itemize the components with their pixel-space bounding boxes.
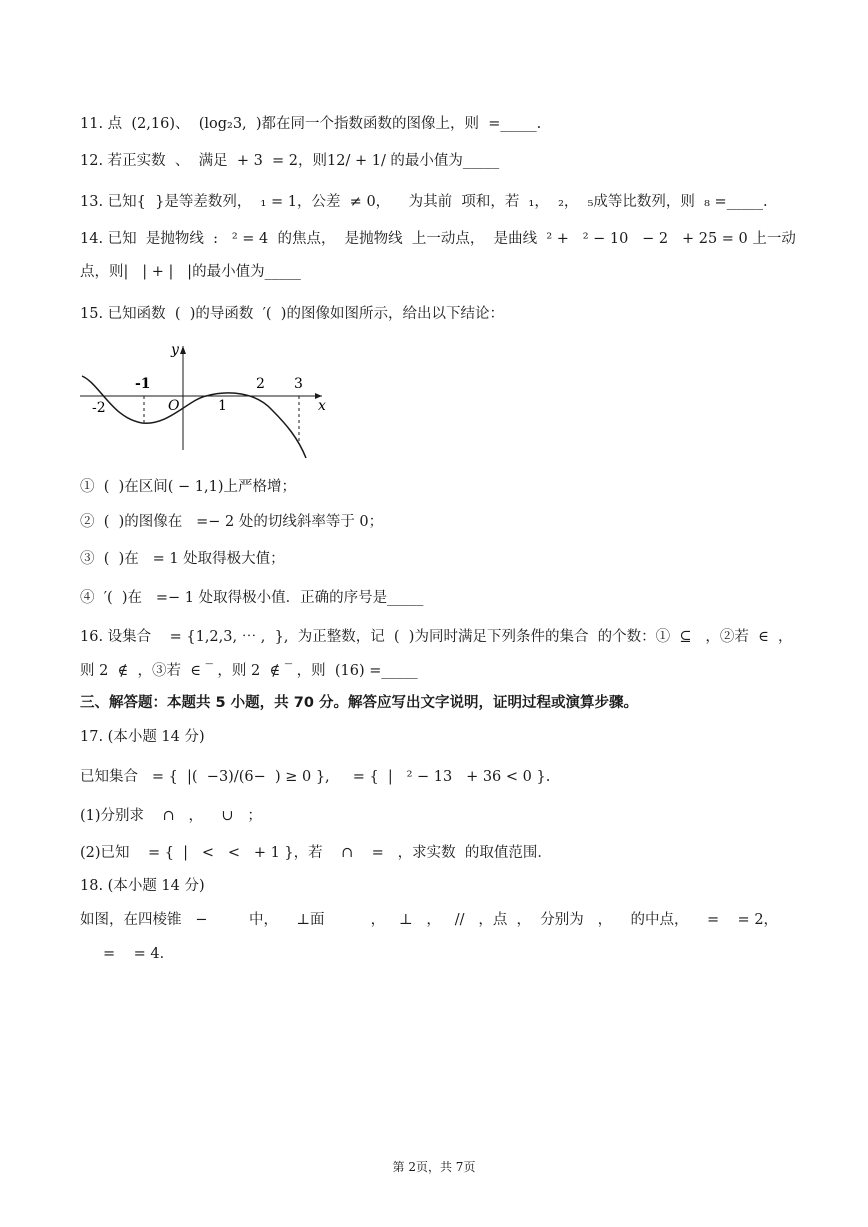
problem-11: 11. 点 (2,16)、 (log₂3, )都在同一个指数函数的图像上，则 =_____. [80,116,542,132]
tick-label-minus-2: -2 [92,400,106,416]
problem-16-cont: 则 2 ∉ ，③若 ∈ ‾ ，则 2 ∉ ‾ ，则 (16) =_____ [80,663,418,679]
problem-14: 14. 已知 是抛物线 : ² = 4 的焦点， 是抛物线 上一动点， 是曲线 ² + ² − 10 − 2 + 25 = 0 上一动 [80,231,796,247]
derivative-curve [82,376,306,458]
problem-17-header: 17. (本小题 14 分) [80,729,205,745]
problem-13: 13. 已知{ }是等差数列， ₁ = 1，公差 ≠ 0， 为其前 项和，若 ₁， ₂， ₅成等比数列，则 ₈ =_____. [80,194,768,210]
problem-12: 12. 若正实数 、 满足 + 3 = 2，则12/ + 1/ 的最小值为_____ [80,153,500,169]
conclusion-3: ③ ( )在 = 1 处取得极大值； [80,551,285,567]
y-axis-arrow [180,346,186,354]
problem-17-part-2: (2)已知 = { | < < + 1 }，若 ∩ = ，求实数 的取值范围． [80,845,552,861]
tick-label-2: 2 [256,376,265,392]
problem-18-text-cont: = = 4． [80,946,175,962]
origin-label: O [168,398,180,414]
problem-17-part-1: (1)分别求 ∩ ， ∪ ； [80,808,262,824]
tick-label-1: 1 [218,398,227,414]
problem-14-cont: 点，则| | + | |的最小值为_____ [80,264,301,280]
problem-15: 15. 已知函数 ( )的导函数 ′( )的图像如图所示，给出以下结论： [80,306,504,322]
problem-18-text: 如图，在四棱锥 − 中， ⊥面 ， ⊥ ， // ，点 ， 分别为 ， 的中点， = = 2， [80,912,779,928]
problem-16: 16. 设集合 = {1,2,3, ⋯ , }, 为正整数，记 ( )为同时满足下列条件的集合 的个数：① ⊆ ，②若 ∈ ， [80,629,793,645]
problem-17-sets: 已知集合 = { |( −3)/(6− ) ≥ 0 }, = { | ² − 13 + 36 < 0 }. [80,769,551,785]
derivative-graph [76,338,336,463]
x-axis-label: x [318,398,326,414]
tick-label-minus-1: -1 [135,376,151,392]
conclusion-4: ④ ′( )在 =− 1 处取得极小值．正确的序号是_____ [80,590,424,606]
y-axis-label: y [171,342,179,358]
problem-18-header: 18. (本小题 14 分) [80,878,205,894]
conclusion-2: ② ( )的图像在 =− 2 处的切线斜率等于 0； [80,514,384,530]
conclusion-1: ① ( )在区间( − 1,1)上严格增； [80,479,296,495]
page-footer: 第 2页，共 7页 [392,1160,476,1174]
tick-label-3: 3 [294,376,303,392]
section-heading: 三、解答题：本题共 5 小题，共 70 分。解答应写出文字说明，证明过程或演算步骤。 [80,695,638,711]
